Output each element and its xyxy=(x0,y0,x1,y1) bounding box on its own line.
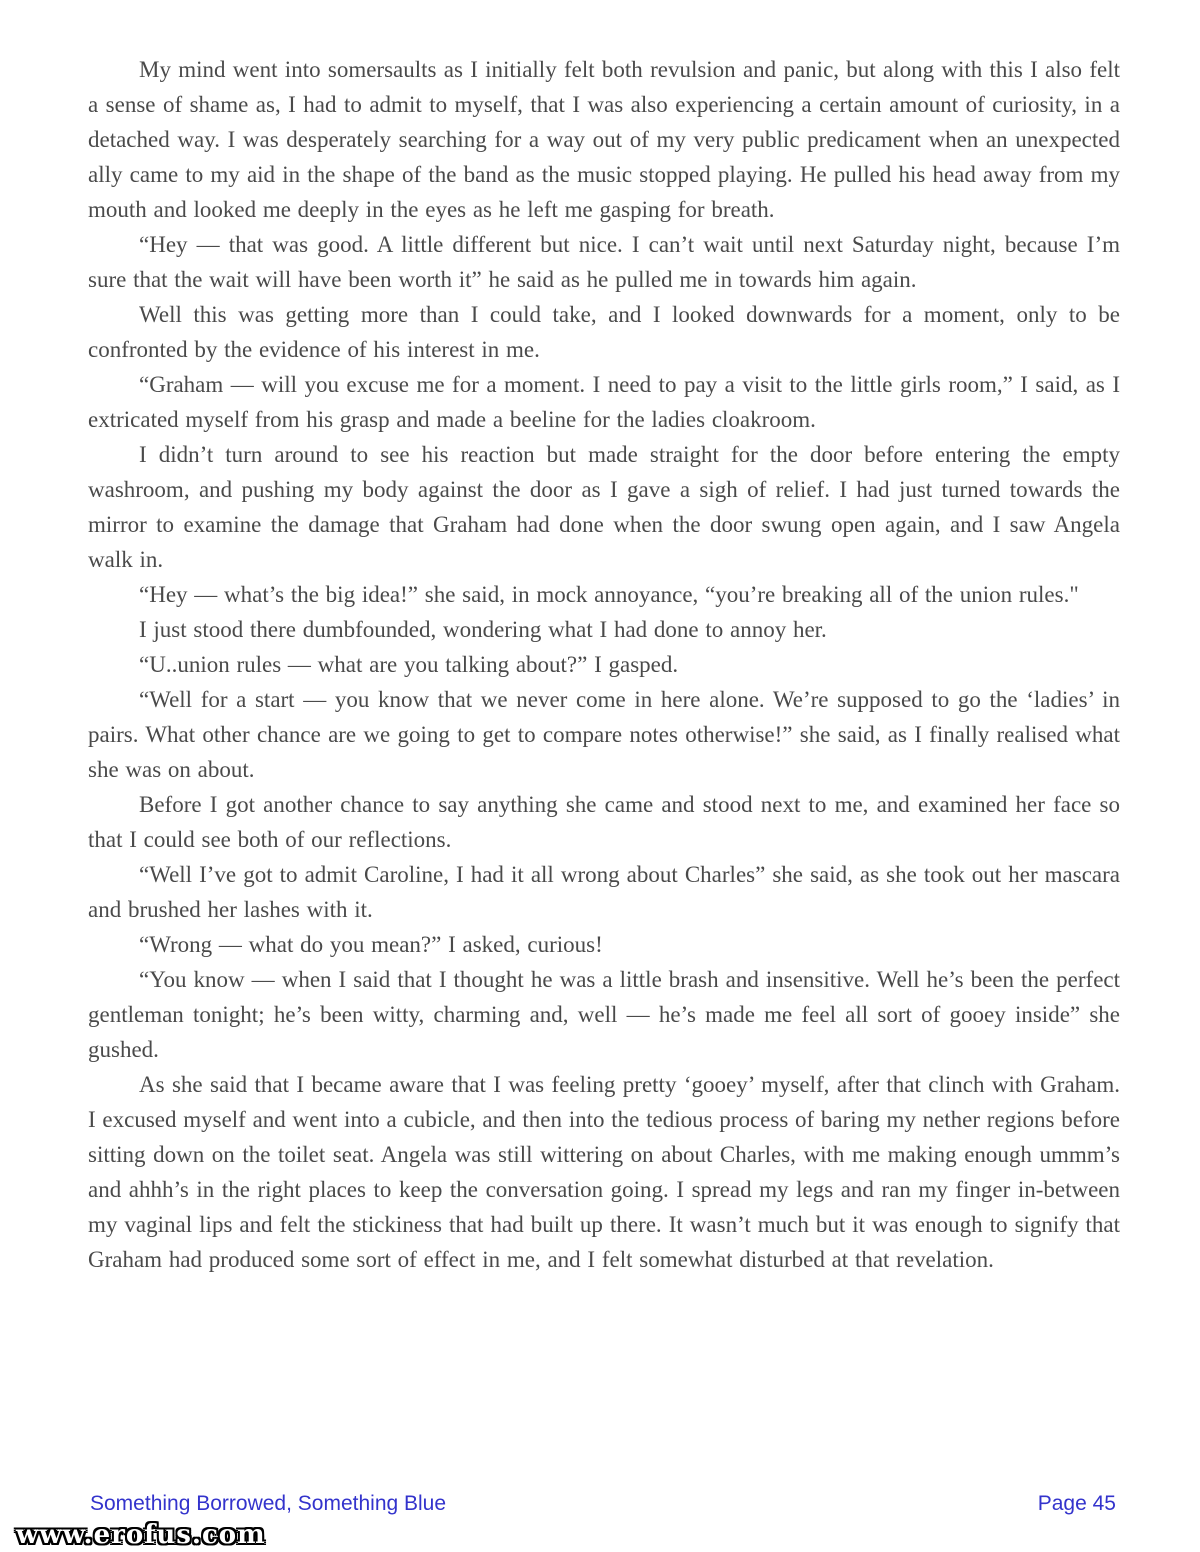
paragraph: “Well for a start — you know that we never come in here alone. We’re supposed to go the ‘ladies’ in pairs. What other chance are we going to get to compare notes otherwise!” she said, as I finally realised what she was on about. xyxy=(88,687,1120,782)
paragraph: Before I got another chance to say anything she came and stood next to me, and examined her face so that I could see both of our reflections. xyxy=(88,792,1120,852)
paragraph: My mind went into somersaults as I initially felt both revulsion and panic, but along with this I also felt a sense of shame as, I had to admit to myself, that I was also experiencing a certain amount of curiosity, in a detached way. I was desperately searching for a way out of my very public predicament when an unexpected ally came to my aid in the shape of the band as the music stopped playing. He pulled his head away from my mouth and looked me deeply in the eyes as he left me gasping for breath. xyxy=(88,57,1120,222)
paragraph: “Hey — that was good. A little different but nice. I can’t wait until next Saturday night, because I’m sure that the wait will have been worth it” he said as he pulled me in towards him again. xyxy=(88,232,1120,292)
paragraph: “U..union rules — what are you talking about?” I gasped. xyxy=(139,652,679,677)
paragraph: “Well I’ve got to admit Caroline, I had it all wrong about Charles” she said, as she took out her mascara and brushed her lashes with it. xyxy=(88,862,1120,922)
paragraph: Well this was getting more than I could take, and I looked downwards for a moment, only to be confronted by the evidence of his interest in me. xyxy=(88,302,1120,362)
paragraph: As she said that I became aware that I was feeling pretty ‘gooey’ myself, after that clinch with Graham. I excused myself and went into a cubicle, and then into the tedious process of baring my nether regions before sitting down on the toilet seat. Angela was still wittering on about Charles, with me making enough ummm’s and ahhh’s in the right places to keep the conversation going. I spread my legs and ran my finger in-between my vaginal lips and felt the stickiness that had built up there. It wasn’t much but it was enough to signify that Graham had produced some sort of effect in me, and I felt somewhat disturbed at that revelation. xyxy=(88,1072,1120,1272)
paragraph: “You know — when I said that I thought he was a little brash and insensitive. Well he’s been the perfect gentleman tonight; he’s been witty, charming and, well — he’s made me feel all sort of gooey inside” she gushed. xyxy=(88,967,1120,1062)
paragraph: “Wrong — what do you mean?” I asked, curious! xyxy=(139,932,603,957)
paragraph: “Hey — what’s the big idea!” she said, in mock annoyance, “you’re breaking all of the union rules." xyxy=(139,582,1079,607)
body-text xyxy=(88,52,1120,1277)
page-footer xyxy=(90,1492,1116,1516)
page-number: Page 45 xyxy=(1037,1492,1116,1515)
book-title: Something Borrowed, Something Blue xyxy=(90,1492,447,1515)
paragraph: I just stood there dumbfounded, wondering what I had done to annoy her. xyxy=(139,617,827,642)
paragraph: I didn’t turn around to see his reaction but made straight for the door before entering the empty washroom, and pushing my body against the door as I gave a sigh of relief. I had just turned towards the mirror to examine the damage that Graham had done when the door swung open again, and I saw Angela walk in. xyxy=(88,442,1120,572)
paragraph: “Graham — will you excuse me for a moment. I need to pay a visit to the little girls room,” I said, as I extricated myself from his grasp and made a beeline for the ladies cloakroom. xyxy=(88,372,1120,432)
watermark: www.erofus.com xyxy=(16,1520,266,1550)
